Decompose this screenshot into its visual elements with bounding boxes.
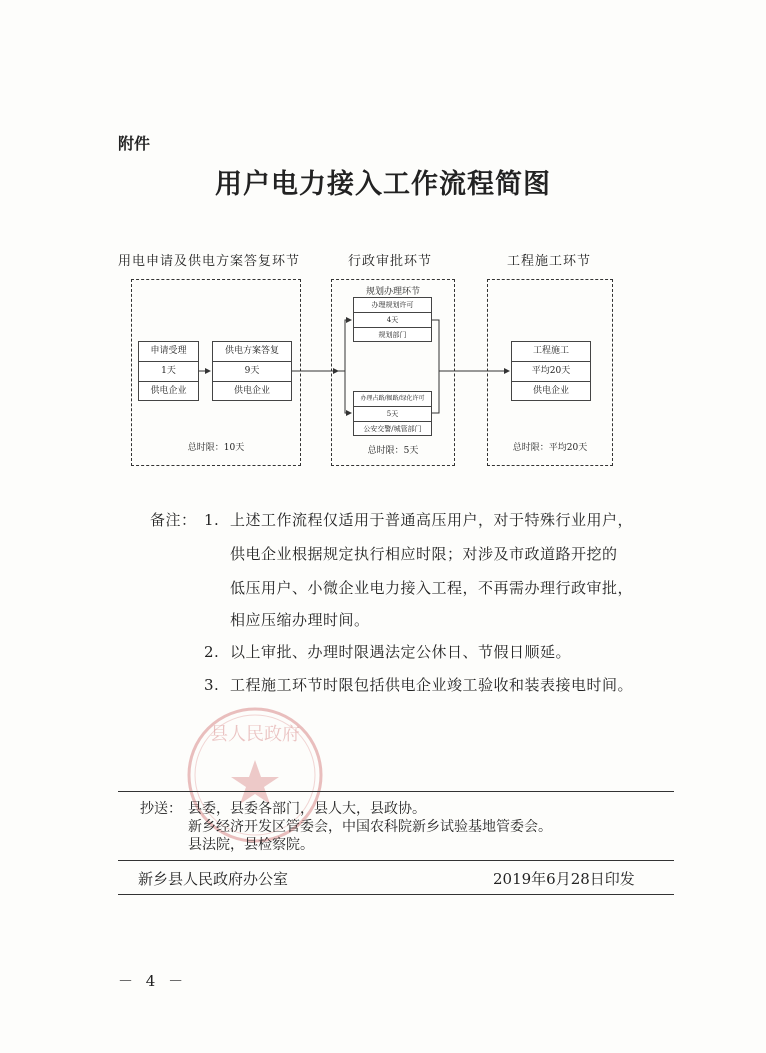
document-title: 用户电力接入工作流程简图 [215, 169, 551, 200]
arrow-branch-road [345, 371, 351, 413]
sub-stage-label-planning: 规划办理环节 [365, 287, 420, 297]
node-duration: 1天 [161, 366, 176, 376]
note-number-3: 3. [204, 676, 220, 694]
node-department: 供电企业 [532, 386, 569, 396]
arrow-branch-planning [338, 320, 351, 371]
stage-total-construction: 总时限：平均20天 [512, 443, 588, 453]
note-1-line-2: 供电企业根据规定执行相应时限；对涉及市政道路开挖的 [230, 545, 618, 563]
node-duration: 平均20天 [531, 366, 571, 376]
node-department: 供电企业 [233, 386, 270, 396]
cc-label: 抄送： [140, 801, 182, 817]
note-1-line-1: 上述工作流程仅适用于普通高压用户，对于特殊行业用户， [230, 511, 634, 529]
node-task: 工程施工 [532, 346, 569, 356]
stage-label-application: 用电申请及供电方案答复环节 [118, 254, 301, 269]
stage-label-admin: 行政审批环节 [348, 254, 433, 269]
note-3-line-1: 工程施工环节时限包括供电企业竣工验收和装表接电时间。 [230, 676, 634, 694]
stage-total-application: 总时限：10天 [187, 443, 245, 453]
note-2-line-1: 以上审批、办理时限遇法定公休日、节假日顺延。 [230, 643, 572, 661]
cc-bottom-rule [118, 860, 674, 861]
stage-total-admin: 总时限：5天 [367, 446, 419, 456]
notes-prefix: 备注： [150, 511, 197, 529]
arrow-merge-road [432, 371, 439, 413]
cc-line-2: 新乡经济开发区管委会，中国农科院新乡试验基地管委会。 [188, 819, 552, 835]
note-1-line-3: 低压用户、小微企业电力接入工程，不再需办理行政审批， [230, 579, 634, 597]
cc-line-3: 县法院，县检察院。 [188, 837, 314, 853]
svg-text:县人民政府: 县人民政府 [210, 724, 300, 745]
issue-date: 2019年6月28日印发 [493, 870, 635, 888]
note-number-2: 2. [204, 643, 220, 661]
attachment-label: 附件 [118, 134, 151, 153]
node-department: 公安交警/城管部门 [363, 425, 422, 433]
node-duration: 5天 [386, 410, 399, 418]
page-number: － 4 － [118, 972, 188, 990]
note-1-line-4: 相应压缩办理时间。 [230, 611, 370, 629]
node-department: 规划部门 [378, 331, 407, 339]
cc-line-1: 县委，县委各部门，县人大，县政协。 [188, 801, 426, 817]
node-duration: 9天 [244, 366, 260, 376]
arrow-merge-planning [432, 320, 439, 371]
node-task: 办理规划许可 [371, 301, 414, 309]
cc-top-rule [118, 791, 674, 792]
footer-rule [118, 894, 674, 895]
node-duration: 4天 [386, 316, 399, 324]
node-task: 供电方案答复 [224, 346, 279, 356]
note-number-1: 1. [204, 511, 220, 529]
issuing-office: 新乡县人民政府办公室 [138, 870, 289, 888]
node-department: 供电企业 [150, 386, 187, 396]
node-task: 申请受理 [150, 346, 187, 356]
stage-label-construction: 工程施工环节 [507, 254, 592, 269]
node-task: 办理占路/掘路/绿化许可 [360, 395, 425, 402]
